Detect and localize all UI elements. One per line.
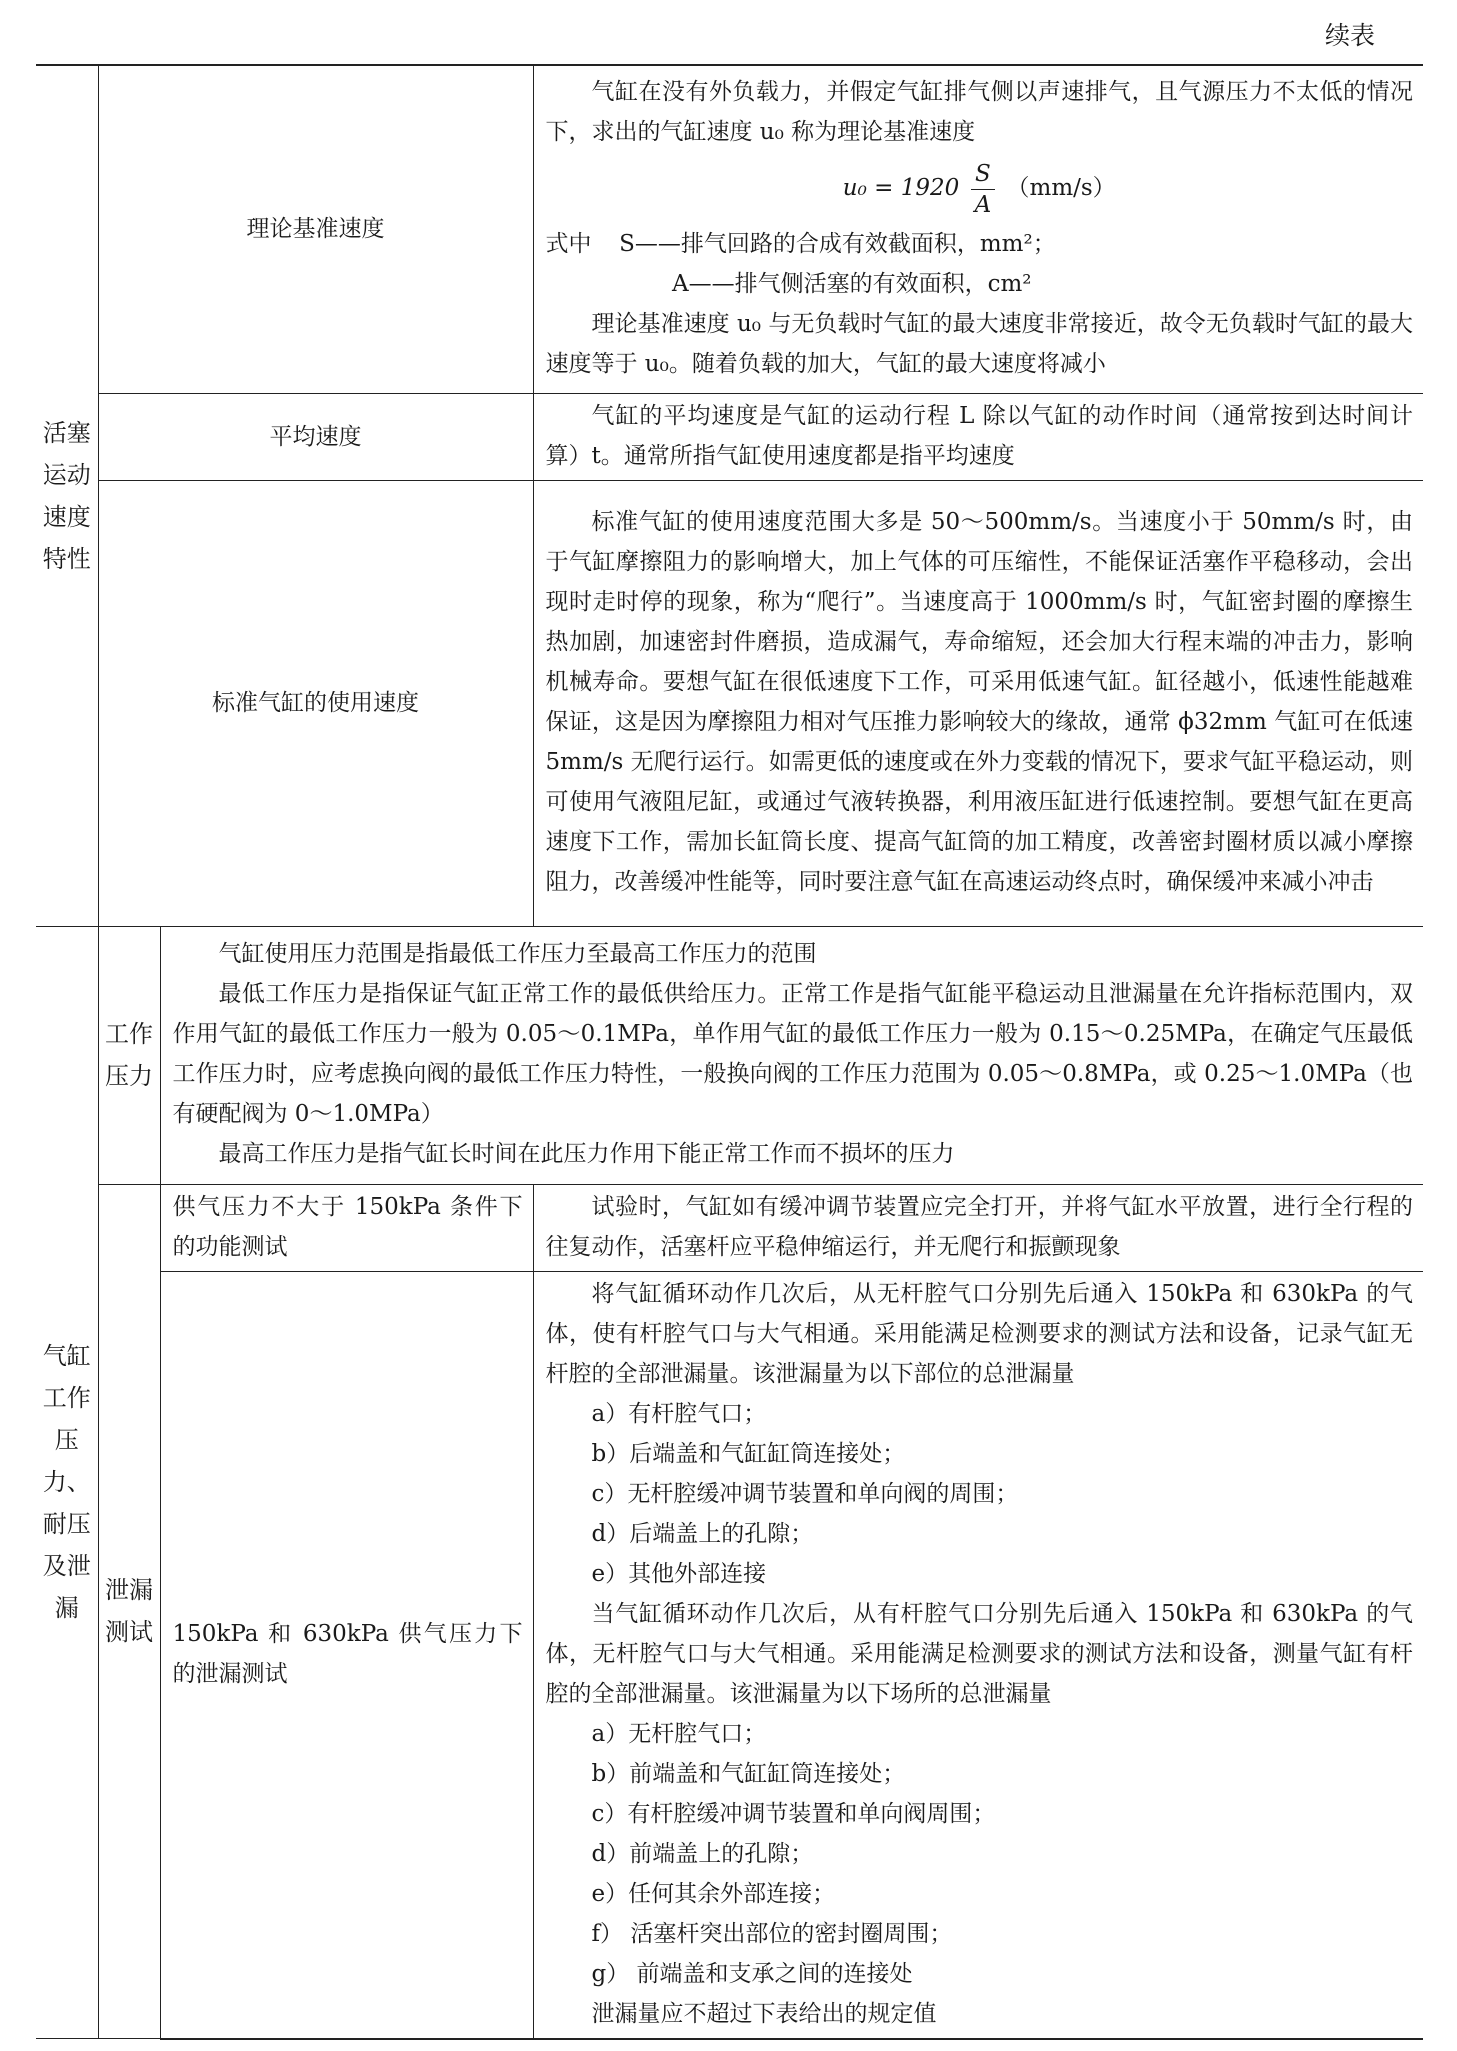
- list-item: d）后端盖上的孔隙；: [591, 1520, 814, 1547]
- category-pressure-leak: 气缸 工作 压力、 耐压 及泄 漏: [36, 926, 98, 2039]
- leakage-test-name: 150kPa 和 630kPa 供气压力下的泄漏测试: [160, 1271, 533, 2039]
- list-item: f） 活塞杆突出部位的密封圈周围；: [591, 1920, 953, 1947]
- list-item: b）后端盖和气缸缸筒连接处；: [591, 1440, 906, 1467]
- list-item: a）无杆腔气口；: [591, 1720, 767, 1747]
- row-name-average-speed: 平均速度: [98, 393, 533, 480]
- working-pressure-description: 气缸使用压力范围是指最低工作压力至最高工作压力的范围 最低工作压力是指保证气缸正常工作的最低供给压力。正常工作是指气缸能平稳运动且泄漏量在允许指标范围内，双作用气缸的最低工作压力一般为 0.05～0.1MPa，单作用气缸的最低工作压力一般为 0.15～0.25MPa，在确定气压最低工作压力时，应考虑换向阀的最低工作压力特性，一般换向阀的工作压力范围为 0.05～0.8MPa，或 0.25～1.0MPa（也有硬配阀为 0～1.0MPa） 最高工作压力是指气缸长时间在此压力作用下能正常工作而不损坏的压力: [160, 926, 1423, 1184]
- leakage-test-description: 将气缸循环动作几次后，从无杆腔气口分别先后通入 150kPa 和 630kPa 的气体，使有杆腔气口与大气相通。采用能满足检测要求的测试方法和设备，记录气缸无杆腔的全部泄漏量。该泄漏量为以下部位的总泄漏量 a）有杆腔气口； b）后端盖和气缸缸筒连接处； c）无杆腔缓冲调节装置和单向阀的周围； d）后端盖上的孔隙； e）其他外部连接 当气缸循环动作几次后，从有杆腔气口分别先后通入 150kPa 和 630kPa 的气体，无杆腔气口与大气相通。采用能满足检测要求的测试方法和设备，测量气缸有杆腔的全部泄漏量。该泄漏量为以下场所的总泄漏量 a）无杆腔气口； b）前端盖和气缸缸筒连接处； c）有杆腔缓冲调节装置和单向阀周围； d）前端盖上的孔隙； e）任何其余外部连接； f） 活塞杆突出部位的密封圈周围； g） 前端盖和支承之间的连接处 泄漏量应不超过下表给出的规定值: [533, 1271, 1423, 2039]
- theoretical-speed-intro: 气缸在没有外负载力，并假定气缸排气侧以声速排气，且气源压力不太低的情况下，求出的气缸速度 u₀ 称为理论基准速度: [545, 79, 1413, 146]
- label-working-pressure: 工作 压力: [98, 926, 160, 1184]
- theoretical-speed-conclusion: 理论基准速度 u₀ 与无负载时气缸的最大速度非常接近，故令无负载时气缸的最大速度等于 u₀。随着负载的加大，气缸的最大速度将减小: [545, 311, 1413, 378]
- row-name-theoretical-speed: 理论基准速度: [98, 65, 533, 393]
- standard-speed-description: 标准气缸的使用速度范围大多是 50～500mm/s。当速度小于 50mm/s 时，由于气缸摩擦阻力的影响增大，加上气体的可压缩性，不能保证活塞作平稳移动，会出现时走时停的现象，称为“爬行”。当速度高于 1000mm/s 时，气缸密封圈的摩擦生热加剧，加速密封件磨损，造成漏气，寿命缩短，还会加大行程末端的冲击力，影响机械寿命。要想气缸在很低速度下工作，可采用低速气缸。缸径越小，低速性能越难保证，这是因为摩擦阻力相对气压推力影响较大的缘故，通常 ϕ32mm 气缸可在低速 5mm/s 无爬行运行。如需更低的速度或在外力变载的情况下，要求气缸平稳运动，则可使用气液阻尼缸，或通过气液转换器，利用液压缸进行低速控制。要想气缸在更高速度下工作，需加长缸筒长度、提高气缸筒的加工精度，改善密封圈材质以减小摩擦阻力，改善缓冲性能等，同时要注意气缸在高速运动终点时，确保缓冲来减小冲击: [545, 509, 1413, 895]
- continuation-label: 续表: [1324, 21, 1375, 50]
- function-test-description: 试验时，气缸如有缓冲调节装置应完全打开，并将气缸水平放置，进行全行程的往复动作，活塞杆应平稳伸缩运行，并无爬行和振颤现象: [545, 1193, 1413, 1260]
- spec-table: [36, 64, 1423, 2040]
- function-test-name: 供气压力不大于 150kPa 条件下的功能测试: [160, 1184, 533, 1271]
- label-leak-test: 泄漏 测试: [98, 1184, 160, 2039]
- formula-where-s: 式中 S——排气回路的合成有效截面积，mm²；: [545, 231, 1056, 258]
- list-item: e）其他外部连接: [591, 1560, 767, 1587]
- list-item: a）有杆腔气口；: [591, 1400, 767, 1427]
- list-item: c）无杆腔缓冲调节装置和单向阀的周围；: [591, 1480, 1019, 1507]
- leakage-closing: 泄漏量应不超过下表给出的规定值: [591, 2000, 937, 2027]
- category-piston-speed: 活塞 运动 速度 特性: [36, 65, 98, 926]
- speed-formula: u₀ = 1920 $\frac{S}{A}$ （mm/s）: [842, 160, 1116, 218]
- list-item: e）任何其余外部连接；: [591, 1880, 836, 1907]
- formula-where-a: A——排气侧活塞的有效面积，cm²: [672, 271, 1032, 298]
- list-item: d）前端盖上的孔隙；: [591, 1840, 814, 1867]
- list-item: g） 前端盖和支承之间的连接处: [591, 1960, 913, 1987]
- row-name-standard-speed: 标准气缸的使用速度: [98, 480, 533, 926]
- average-speed-description: 气缸的平均速度是气缸的运动行程 L 除以气缸的动作时间（通常按到达时间计算）t。通常所指气缸使用速度都是指平均速度: [545, 402, 1413, 469]
- list-item: c）有杆腔缓冲调节装置和单向阀周围；: [591, 1800, 996, 1827]
- list-item: b）前端盖和气缸缸筒连接处；: [591, 1760, 906, 1787]
- theoretical-speed-description: [533, 65, 1423, 393]
